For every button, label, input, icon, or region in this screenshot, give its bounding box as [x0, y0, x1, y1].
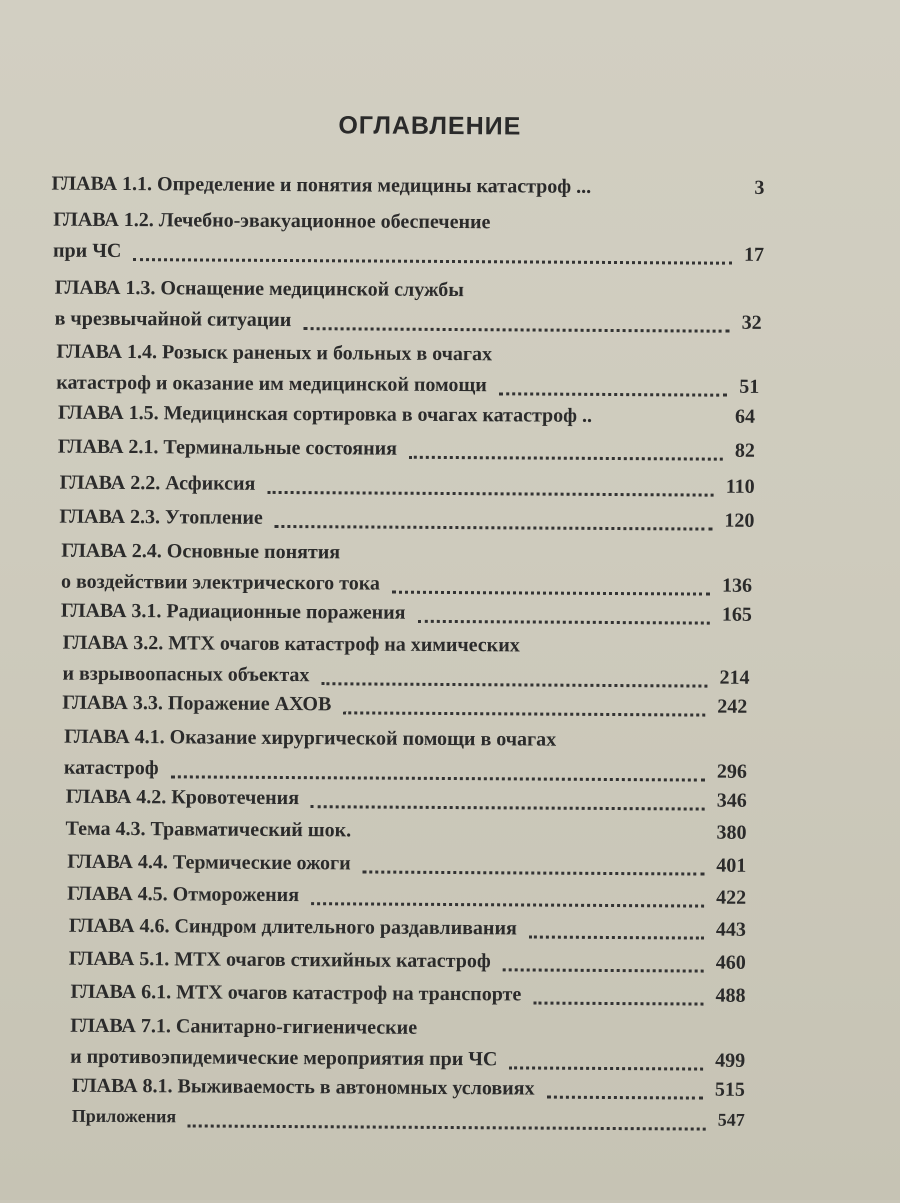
toc-entry-title: ГЛАВА 3.1. Радиационные поражения: [60, 599, 406, 624]
toc-dot-leader: [509, 1066, 702, 1070]
toc-page-number: 422: [716, 886, 747, 909]
toc-entry: [66, 786, 747, 821]
toc-entry: [62, 632, 749, 698]
toc-entry-continuation: и взрывоопасных объектах: [62, 662, 310, 687]
toc-dot-leader: [303, 327, 729, 333]
toc-entry: [58, 436, 755, 471]
toc-entry-continuation: в чрезвычайной ситуации: [54, 307, 292, 332]
toc-entry: [65, 818, 746, 853]
toc-page-number: 51: [739, 375, 760, 398]
toc-entry: [70, 1015, 745, 1081]
toc-page-number: 165: [721, 603, 752, 626]
toc-entry: [61, 540, 752, 606]
toc-dot-leader: [311, 902, 704, 907]
toc-dot-leader: [547, 1096, 703, 1100]
page-title: ОГЛАВЛЕНИЕ: [338, 111, 522, 141]
toc-entry-title: ГЛАВА 7.1. Санитарно-гигиенические: [70, 1014, 418, 1039]
toc-entry: [53, 209, 764, 275]
toc-entry: [67, 883, 746, 918]
toc-dot-leader: [275, 525, 712, 531]
toc-entry: [64, 726, 747, 792]
toc-entry-title: ГЛАВА 8.1. Выживаемость в автономных условиях: [71, 1074, 535, 1100]
toc-dot-leader: [321, 682, 707, 687]
toc-dot-leader: [363, 870, 704, 875]
toc-entry-title: ГЛАВА 3.3. Поражение АХОВ: [62, 691, 332, 716]
toc-entry-title: ГЛАВА 2.3. Утопление: [59, 505, 263, 529]
toc-entry: [70, 981, 745, 1016]
toc-entry-title: ГЛАВА 1.3. Оснащение медицинской службы: [54, 276, 464, 302]
toc-page-number: 17: [743, 243, 765, 266]
toc-dot-leader: [311, 805, 704, 810]
toc-entry: [61, 600, 752, 635]
toc-entry-title: ГЛАВА 2.4. Основные понятия: [61, 539, 341, 564]
toc-page-number: 460: [715, 951, 746, 974]
toc-entry-title: Тема 4.3. Травматический шок.: [65, 817, 352, 842]
toc-entry-title: ГЛАВА 2.2. Асфиксия: [59, 471, 256, 495]
toc-page-number: 401: [716, 854, 747, 877]
toc-page-number: 32: [741, 311, 762, 334]
toc-page-number: 242: [717, 695, 748, 718]
toc-dot-leader: [133, 258, 731, 265]
toc-dot-leader: [392, 591, 710, 596]
toc-entry: [55, 277, 762, 343]
toc-entry: [72, 1106, 745, 1141]
toc-dot-leader: [188, 1124, 705, 1130]
toc-page-number: 214: [719, 666, 750, 689]
toc-entry-title: ГЛАВА 4.1. Оказание хирургической помощи в очагах: [64, 725, 557, 751]
toc-page-number: 443: [715, 918, 747, 941]
toc-entry-title: ГЛАВА 1.4. Розыск раненых и больных в очагах: [56, 340, 493, 366]
toc-entry-title: ГЛАВА 4.2. Кровотечения: [65, 785, 300, 810]
toc-entry-title: ГЛАВА 1.5. Медицинская сортировка в очагах катастроф ..: [58, 401, 593, 427]
toc-page-number: 499: [715, 1049, 746, 1072]
toc-page-number: 3: [754, 176, 765, 199]
toc-entry: [69, 915, 746, 950]
toc-dot-leader: [418, 620, 710, 625]
toc-page-number: 547: [717, 1109, 745, 1130]
toc-page-number: 296: [716, 760, 747, 783]
toc-page-number: 136: [721, 574, 753, 597]
toc-page-number: 110: [725, 475, 755, 498]
toc-entry: [72, 1075, 745, 1110]
toc-entry: [67, 851, 746, 886]
toc-page-number: 515: [714, 1078, 746, 1101]
toc-entry-title: ГЛАВА 3.2. МТХ очагов катастроф на химических: [62, 631, 520, 657]
toc-entry-continuation: о воздействии электрического тока: [60, 570, 381, 595]
toc-page-number: 64: [735, 405, 756, 428]
toc-entry: [69, 948, 746, 983]
toc-entry: [62, 692, 747, 727]
toc-entry-title: ГЛАВА 5.1. МТХ очагов стихийных катастроф: [68, 947, 491, 973]
toc-entry-title: ГЛАВА 4.5. Отморожения: [67, 882, 300, 907]
toc-page-number: 120: [724, 509, 755, 532]
toc-entry-title: ГЛАВА 4.4. Термические ожоги: [67, 850, 351, 875]
toc-dot-leader: [503, 968, 704, 972]
toc-entry-title: Приложения: [71, 1105, 177, 1127]
toc-dot-leader: [529, 935, 704, 939]
toc-page-number: 488: [715, 984, 746, 1007]
toc-dot-leader: [533, 1002, 703, 1006]
toc-entry-continuation: катастроф и оказание им медицинской помощи: [56, 371, 487, 397]
toc-entry: [56, 341, 759, 407]
toc-entry-title: ГЛАВА 2.1. Терминальные состояния: [57, 435, 398, 460]
toc-dot-leader: [409, 456, 723, 461]
toc-entry-title: ГЛАВА 1.2. Лечебно-эвакуационное обеспечение: [53, 208, 491, 234]
toc-page-number: 380: [716, 821, 747, 844]
toc-page-number: 346: [716, 789, 747, 812]
toc-entry-title: ГЛАВА 6.1. МТХ очагов катастроф на транспорте: [70, 980, 522, 1006]
toc-entry-continuation: катастроф: [63, 756, 159, 780]
toc-page-number: 82: [734, 439, 755, 462]
toc-dot-leader: [267, 491, 713, 497]
toc-entry: [51, 173, 764, 208]
toc-entry-title: ГЛАВА 4.6. Синдром длительного раздавливания: [68, 914, 517, 940]
toc-entry: [59, 506, 754, 541]
toc-entry-continuation: и противоэпидемические мероприятия при ЧС: [70, 1045, 498, 1071]
toc-dot-leader: [499, 392, 727, 396]
toc-dot-leader: [171, 775, 705, 781]
toc-entry-title: ГЛАВА 1.1. Определение и понятия медицины катастроф ...: [51, 172, 592, 198]
toc-dot-leader: [343, 711, 705, 716]
toc-entry: [58, 402, 755, 437]
toc-entry: [60, 472, 755, 507]
toc-entry-continuation: при ЧС: [53, 239, 122, 262]
